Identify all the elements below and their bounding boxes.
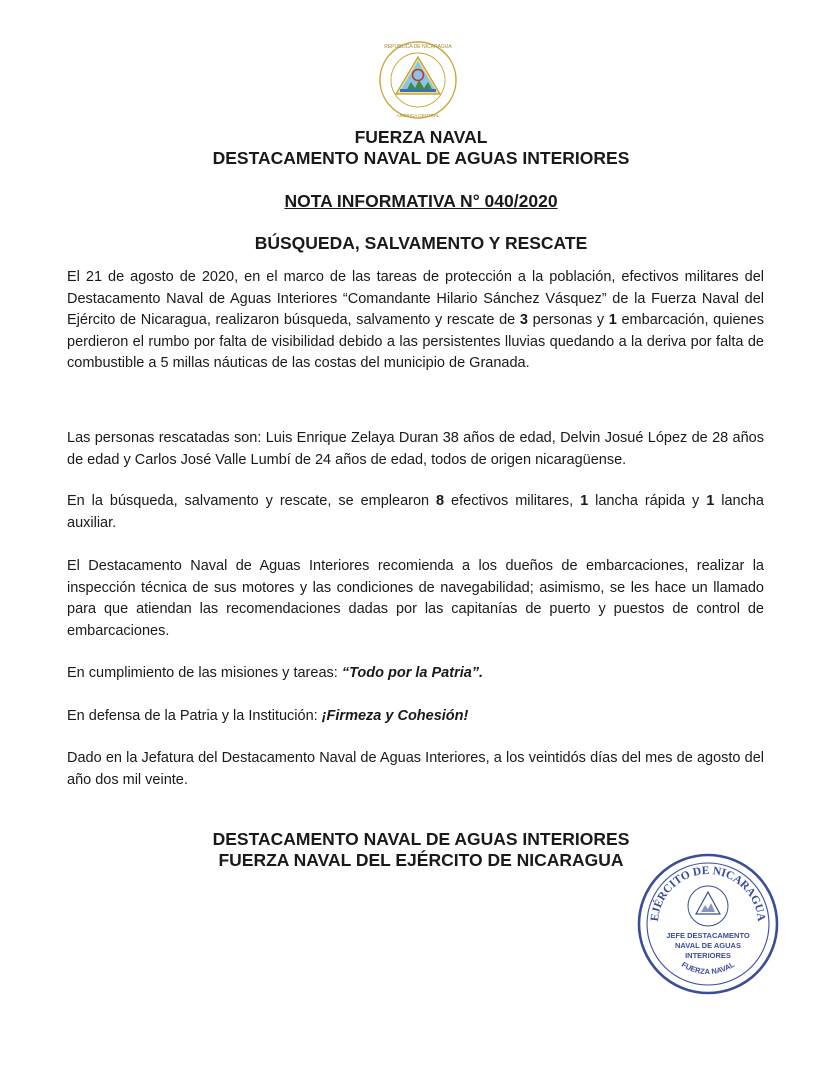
p1-text-a: El 21 de agosto de 2020, en el marco de las tareas de protección a la población, efectivos militares del Destacamento Naval de Aguas Interiores “Comandante Hilario Sánchez Vásquez” de la Fuerza Naval del Ejército de Nicaragua, realizaron búsqueda, salvamento y rescate de — [67, 269, 764, 328]
seal-ring-top: EJÉRCITO DE NICARAGUA — [648, 864, 768, 923]
p1-text-b: personas y — [527, 312, 609, 328]
emblem-ring-text-top: REPUBLICA DE NICARAGUA — [384, 44, 452, 50]
slogan-firmeza-y-cohesion: ¡Firmeza y Cohesión! — [321, 708, 469, 724]
seal-ring-bottom: FUERZA NAVAL — [679, 959, 737, 977]
paragraph-6 — [67, 706, 764, 728]
p3-number-speedboat: 1 — [580, 493, 589, 509]
p3-text-d: lancha auxiliar. — [67, 493, 764, 531]
p1-number-vessel: 1 — [608, 312, 617, 328]
p6-text: En defensa de la Patria y la Institución: — [67, 708, 322, 724]
seal-center-line1: JEFE DESTACAMENTO — [666, 931, 750, 940]
p1-number-persons: 3 — [519, 312, 528, 328]
emblem-ring-text-bottom: AMERICA CENTRAL — [396, 113, 440, 118]
p3-number-troops: 8 — [436, 493, 445, 509]
official-seal-icon — [636, 852, 780, 996]
p3-text-a: En la búsqueda, salvamento y rescate, se emplearon — [67, 493, 437, 509]
subject-heading: BÚSQUEDA, SALVAMENTO Y RESCATE — [254, 233, 588, 253]
seal-center-line3: INTERIORES — [685, 951, 731, 960]
slogan-todo-por-la-patria: “Todo por la Patria”. — [341, 665, 484, 681]
header-line1: FUERZA NAVAL — [354, 127, 488, 147]
p3-text-c: lancha rápida y — [588, 493, 707, 509]
p1-text-c: embarcación, quienes perdieron el rumbo por falta de visibilidad debido a las persistentes lluvias quedando a la deriva por falta de combustible a 5 millas náuticas de las costas del municipio de Granada. — [67, 312, 764, 371]
p5-text: En cumplimiento de las misiones y tareas: — [67, 665, 342, 681]
p3-number-auxboat: 1 — [706, 493, 715, 509]
paragraph-1 — [67, 267, 764, 375]
paragraph-5 — [67, 663, 764, 685]
nicaragua-coat-of-arms-icon — [373, 38, 463, 122]
p3-text-b: efectivos militares, — [444, 493, 581, 509]
paragraph-7: Dado en la Jefatura del Destacamento Naval de Aguas Interiores, a los veintidós días del mes de agosto del año dos mil veinte. — [67, 750, 764, 788]
note-title: NOTA INFORMATIVA N° 040/2020 — [284, 191, 558, 211]
paragraph-4: El Destacamento Naval de Aguas Interiores recomienda a los dueños de embarcaciones, realizar la inspección técnica de sus motores y las condiciones de navegabilidad; asimismo, se les hace un llamado para que atiendan las recomendaciones dadas por las capitanías de puerto y puestos de control de embarcaciones. — [67, 558, 764, 639]
signature-line1: DESTACAMENTO NAVAL DE AGUAS INTERIORES — [212, 829, 630, 849]
signature-line2: FUERZA NAVAL DEL EJÉRCITO DE NICARAGUA — [218, 850, 624, 870]
seal-center-line2: NAVAL DE AGUAS — [675, 941, 741, 950]
header-line2: DESTACAMENTO NAVAL DE AGUAS INTERIORES — [212, 148, 630, 168]
paragraph-2: Las personas rescatadas son: Luis Enrique Zelaya Duran 38 años de edad, Delvin Josué López de 28 años de edad y Carlos José Valle Lumbí de 24 años de edad, todos de origen nicaragüense. — [67, 430, 764, 468]
paragraph-3 — [67, 491, 764, 534]
